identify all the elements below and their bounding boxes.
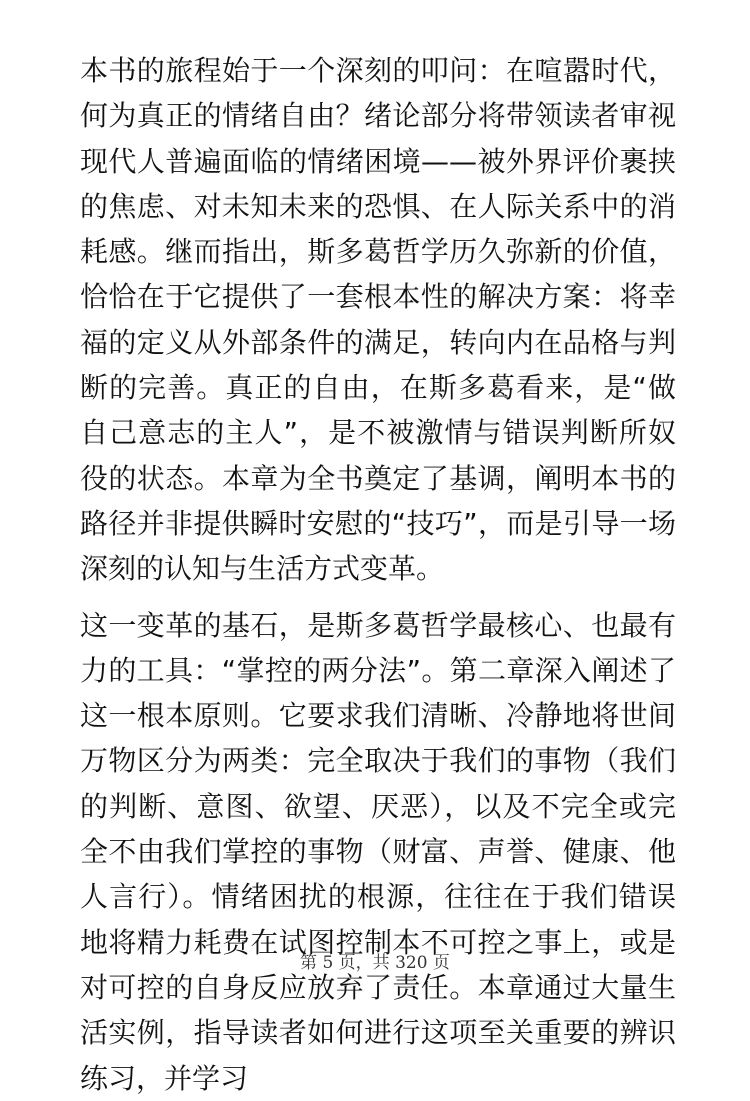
- paragraph-1: 本书的旅程始于一个深刻的叩问：在喧嚣时代，何为真正的情绪自由？绪论部分将带领读者审视现代人普遍面临的情绪困境——被外界评价裹挟的焦虑、对未知未来的恐惧、在人际关系中的消耗感。继而指出，斯多葛哲学历久弥新的价值，恰恰在于它提供了一套根本性的解决方案：将幸福的定义从外部条件的满足，转向内在品格与判断的完善。真正的自由，在斯多葛看来，是“做自己意志的主人”，是不被激情与错误判断所奴役的状态。本章为全书奠定了基调，阐明本书的路径并非提供瞬时安慰的“技巧”，而是引导一场深刻的认知与生活方式变革。: [80, 54, 676, 586]
- body-text: [80, 48, 676, 1101]
- paragraph-2: 这一变革的基石，是斯多葛哲学最核心、也最有力的工具：“掌控的两分法”。第二章深入阐述了这一根本原则。它要求我们清晰、冷静地将世间万物区分为两类：完全取决于我们的事物（我们的判断、意图、欲望、厌恶），以及不完全或完全不由我们掌控的事物（财富、声誉、健康、他人言行）。情绪困扰的根源，往往在于我们错误地将精力耗费在试图控制本不可控之事上，或是对可控的自身反应放弃了责任。本章通过大量生活实例，指导读者如何进行这项至关重要的辨识练习，并学习: [80, 608, 676, 1095]
- page-footer: 第 5 页，共 320 页: [300, 953, 450, 973]
